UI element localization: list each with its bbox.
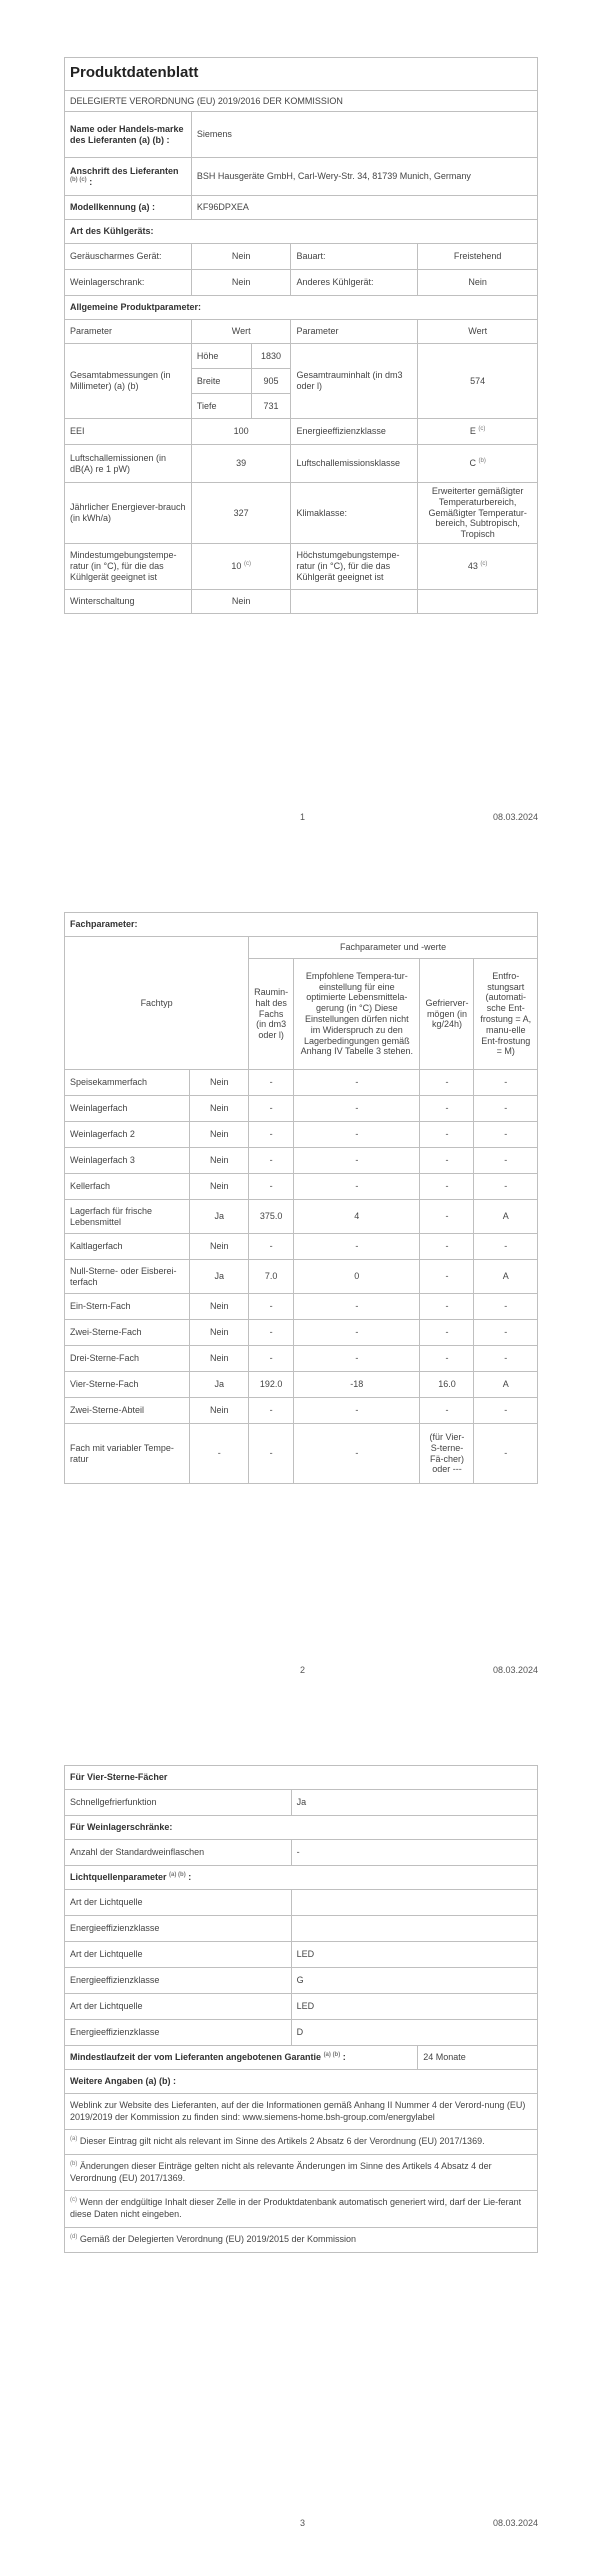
compartment-defrost: A — [474, 1200, 538, 1234]
light-source-rows — [65, 1890, 538, 2046]
compartment-volume: 192.0 — [249, 1372, 294, 1398]
light-source-row — [65, 1942, 538, 1968]
light-source-label: Energieeffizienzklasse — [65, 2020, 292, 2046]
compartment-volume: - — [249, 1398, 294, 1424]
four-star-header: Für Vier-Sterne-Fächer — [65, 1766, 538, 1790]
page-2 — [0, 853, 603, 1706]
compartment-table — [64, 912, 538, 1484]
compartment-present: Nein — [190, 1174, 249, 1200]
light-source-label: Energieeffizienzklasse — [65, 1916, 292, 1942]
wine-cabinet-label: Weinlagerschrank: — [65, 270, 192, 296]
compartment-present: Nein — [190, 1148, 249, 1174]
bottles-label: Anzahl der Standardweinflaschen — [65, 1840, 292, 1866]
climate-label: Klimaklasse: — [291, 483, 418, 544]
compartment-volume: - — [249, 1294, 294, 1320]
light-source-value: LED — [291, 1994, 537, 2020]
compartment-freezing: - — [420, 1398, 474, 1424]
compartment-rows — [65, 1070, 538, 1484]
compartment-temp: - — [294, 1346, 420, 1372]
compartment-temp: - — [294, 1122, 420, 1148]
light-source-value — [291, 1890, 537, 1916]
compartment-freezing: - — [420, 1260, 474, 1294]
compartment-name: Null-Sterne- oder Eisberei-terfach — [65, 1260, 190, 1294]
compartment-defrost: - — [474, 1096, 538, 1122]
eei-value: 100 — [191, 419, 291, 445]
col-param-2: Parameter — [291, 320, 418, 344]
appliance-type-header: Art des Kühlgeräts: — [65, 220, 538, 244]
additional-info-table — [64, 1765, 538, 2253]
light-source-label: Energieeffizienzklasse — [65, 1968, 292, 1994]
more-info-header: Weitere Angaben (a) (b) : — [65, 2070, 538, 2094]
general-params-header: Allgemeine Produktparameter: — [65, 296, 538, 320]
page-date: 08.03.2024 — [492, 1665, 538, 1675]
compartment-volume: - — [249, 1070, 294, 1096]
footnote-a: $^{(a)}$ Dieser Eintrag gilt nicht als relevant im Sinne des Artikels 2 Absatz 6 der Verordnung (EU) 2017/1369. — [65, 2130, 538, 2155]
supplier-name: Siemens — [191, 112, 537, 158]
energy-class-label: Energieeffizienzklasse — [291, 419, 418, 445]
compartment-temp: -18 — [294, 1372, 420, 1398]
compartment-defrost: - — [474, 1398, 538, 1424]
compartment-volume: - — [249, 1096, 294, 1122]
noise-value: 39 — [191, 445, 291, 483]
col-freezing: Gefrierver-mögen (in kg/24h) — [420, 959, 474, 1070]
compartment-present: Nein — [190, 1096, 249, 1122]
compartment-row — [65, 1200, 538, 1234]
compartment-defrost: - — [474, 1320, 538, 1346]
page-date: 08.03.2024 — [492, 2518, 538, 2528]
climate-value: Erweiterter gemäßigter Temperaturbereich, Gemäßigter Temperatur-bereich, Subtropisch, Tropisch — [418, 483, 538, 544]
group-header: Fachparameter und -werte — [249, 937, 538, 959]
light-source-label: Art der Lichtquelle — [65, 1890, 292, 1916]
quick-freeze-label: Schnellgefrierfunktion — [65, 1790, 292, 1816]
compartment-freezing: - — [420, 1294, 474, 1320]
compartment-present: Ja — [190, 1372, 249, 1398]
wine-header: Für Weinlagerschränke: — [65, 1816, 538, 1840]
compartment-present: Ja — [190, 1260, 249, 1294]
compartment-volume: - — [249, 1346, 294, 1372]
compartment-volume: - — [249, 1234, 294, 1260]
page-number: 1 — [300, 812, 306, 822]
compartment-temp: - — [294, 1398, 420, 1424]
compartment-present: Nein — [190, 1398, 249, 1424]
design-label: Bauart: — [291, 244, 418, 270]
compartment-row — [65, 1372, 538, 1398]
compartment-present: Nein — [190, 1320, 249, 1346]
eei-label: EEI — [65, 419, 192, 445]
footnote-c: $^{(c)}$ Wenn der endgültige Inhalt dieser Zelle in der Produktdatenbank automatisch generiert wird, darf der Lie-ferant diese Daten nicht eingeben. — [65, 2191, 538, 2227]
volume-value: 574 — [418, 344, 538, 419]
consumption-value: 327 — [191, 483, 291, 544]
supplier-address: BSH Hausgeräte GmbH, Carl-Wery-Str. 34, 81739 Munich, Germany — [191, 158, 537, 196]
compartment-freezing: (für Vier-S-terne-Fä-cher) oder --- — [420, 1424, 474, 1484]
compartment-row — [65, 1070, 538, 1096]
model-id: KF96DPXEA — [191, 196, 537, 220]
compartment-row — [65, 1346, 538, 1372]
compartment-volume: - — [249, 1174, 294, 1200]
low-noise-value: Nein — [191, 244, 291, 270]
compartment-row — [65, 1122, 538, 1148]
low-noise-label: Geräuscharmes Gerät: — [65, 244, 192, 270]
light-source-row — [65, 1968, 538, 1994]
col-defrost: Entfro-stungsart (automati-sche Ent-frostung = A, manu-elle Ent-frostung = M) — [474, 959, 538, 1070]
compartment-present: Nein — [190, 1122, 249, 1148]
compartment-temp: - — [294, 1174, 420, 1200]
compartment-present: Nein — [190, 1294, 249, 1320]
compartment-temp: - — [294, 1148, 420, 1174]
compartment-row — [65, 1398, 538, 1424]
light-source-header: Lichtquellenparameter $^{(a) (b)}$ : — [65, 1866, 538, 1890]
col-compartment-type: Fachtyp — [65, 937, 249, 1070]
winter-value: Nein — [191, 589, 291, 613]
col-temperature: Empfohlene Tempera-tur-einstellung für eine optimierte Lebensmittela-gerung (in °C) Diese Einstellungen dürfen nicht im Widerspruch zu den Lagerbedingungen gemäß Anhang IV Tabelle 3 stehen. — [294, 959, 420, 1070]
compartment-row — [65, 1320, 538, 1346]
compartment-header: Fachparameter: — [65, 913, 538, 937]
compartment-freezing: - — [420, 1122, 474, 1148]
footnote-b: $^{(b)}$ Änderungen dieser Einträge gelten nicht als relevante Änderungen im Sinne des Artikels 4 Absatz 4 der Verordnung (EU) 2017/1369. — [65, 2155, 538, 2191]
quick-freeze-value: Ja — [291, 1790, 537, 1816]
datasheet-title: Produktdatenblatt — [65, 58, 538, 91]
compartment-temp: - — [294, 1070, 420, 1096]
compartment-name: Weinlagerfach — [65, 1096, 190, 1122]
warranty-label: Mindestlaufzeit der vom Lieferanten angebotenen Garantie $^{(a) (b)}$ : — [65, 2046, 418, 2070]
compartment-present: - — [190, 1424, 249, 1484]
compartment-defrost: - — [474, 1174, 538, 1200]
compartment-freezing: - — [420, 1174, 474, 1200]
compartment-volume: 375.0 — [249, 1200, 294, 1234]
compartment-freezing: 16.0 — [420, 1372, 474, 1398]
compartment-temp: - — [294, 1424, 420, 1484]
col-value: Wert — [191, 320, 291, 344]
compartment-present: Nein — [190, 1234, 249, 1260]
energy-class-value: E $^{(c)}$ — [418, 419, 538, 445]
compartment-volume: 7.0 — [249, 1260, 294, 1294]
compartment-defrost: A — [474, 1372, 538, 1398]
compartment-name: Zwei-Sterne-Abteil — [65, 1398, 190, 1424]
depth-label: Tiefe — [191, 394, 251, 419]
compartment-freezing: - — [420, 1096, 474, 1122]
compartment-defrost: - — [474, 1070, 538, 1096]
light-source-value: G — [291, 1968, 537, 1994]
compartment-freezing: - — [420, 1070, 474, 1096]
compartment-name: Speisekammerfach — [65, 1070, 190, 1096]
compartment-temp: - — [294, 1234, 420, 1260]
compartment-volume: - — [249, 1148, 294, 1174]
empty-cell — [291, 589, 418, 613]
warranty-value: 24 Monate — [418, 2046, 538, 2070]
supplier-address-label: Anschrift des Lieferanten $^{(b) (c)}$ : — [65, 158, 192, 196]
compartment-row — [65, 1294, 538, 1320]
page-1 — [0, 0, 603, 853]
compartment-volume: - — [249, 1424, 294, 1484]
model-label: Modellkennung (a) : — [65, 196, 192, 220]
compartment-name: Vier-Sterne-Fach — [65, 1372, 190, 1398]
light-source-row — [65, 1916, 538, 1942]
light-source-row — [65, 2020, 538, 2046]
width-label: Breite — [191, 369, 251, 394]
min-temp-value: 10 $^{(c)}$ — [191, 543, 291, 589]
regulation-subtitle: DELEGIERTE VERORDNUNG (EU) 2019/2016 DER KOMMISSION — [65, 91, 538, 112]
noise-label: Luftschallemissionen (in dB(A) re 1 pW) — [65, 445, 192, 483]
compartment-name: Lagerfach für frische Lebensmittel — [65, 1200, 190, 1234]
supplier-name-label: Name oder Handels-marke des Lieferanten (a) (b) : — [65, 112, 192, 158]
light-source-value — [291, 1916, 537, 1942]
dimensions-label: Gesamtabmessungen (in Millimeter) (a) (b) — [65, 344, 192, 419]
compartment-temp: - — [294, 1096, 420, 1122]
compartment-present: Ja — [190, 1200, 249, 1234]
compartment-defrost: - — [474, 1148, 538, 1174]
compartment-temp: - — [294, 1294, 420, 1320]
weblink-note: Weblink zur Website des Lieferanten, auf der die Informationen gemäß Anhang II Nummer 4 der Verord-nung (EU) 2019/2019 der Kommission zu finden sind: www.siemens-home.bsh-group.com/energylabel — [65, 2094, 538, 2130]
compartment-freezing: - — [420, 1200, 474, 1234]
compartment-temp: 4 — [294, 1200, 420, 1234]
compartment-defrost: - — [474, 1234, 538, 1260]
compartment-freezing: - — [420, 1346, 474, 1372]
other-appliance-value: Nein — [418, 270, 538, 296]
compartment-name: Zwei-Sterne-Fach — [65, 1320, 190, 1346]
max-temp-value: 43 $^{(c)}$ — [418, 543, 538, 589]
light-source-value: D — [291, 2020, 537, 2046]
compartment-name: Weinlagerfach 3 — [65, 1148, 190, 1174]
compartment-name: Weinlagerfach 2 — [65, 1122, 190, 1148]
compartment-defrost: - — [474, 1346, 538, 1372]
product-datasheet-table — [64, 57, 538, 614]
compartment-row — [65, 1234, 538, 1260]
compartment-freezing: - — [420, 1320, 474, 1346]
compartment-name: Kellerfach — [65, 1174, 190, 1200]
noise-class-value: C $^{(b)}$ — [418, 445, 538, 483]
compartment-temp: - — [294, 1320, 420, 1346]
col-volume: Raumin-halt des Fachs (in dm3 oder l) — [249, 959, 294, 1070]
compartment-name: Ein-Stern-Fach — [65, 1294, 190, 1320]
compartment-freezing: - — [420, 1148, 474, 1174]
light-source-row — [65, 1994, 538, 2020]
height-label: Höhe — [191, 344, 251, 369]
depth-value: 731 — [251, 394, 291, 419]
compartment-defrost: - — [474, 1424, 538, 1484]
col-value-2: Wert — [418, 320, 538, 344]
compartment-present: Nein — [190, 1070, 249, 1096]
compartment-defrost: A — [474, 1260, 538, 1294]
wine-cabinet-value: Nein — [191, 270, 291, 296]
other-appliance-label: Anderes Kühlgerät: — [291, 270, 418, 296]
width-value: 905 — [251, 369, 291, 394]
compartment-row — [65, 1424, 538, 1484]
compartment-row — [65, 1148, 538, 1174]
bottles-value: - — [291, 1840, 537, 1866]
page-date: 08.03.2024 — [492, 812, 538, 822]
compartment-defrost: - — [474, 1122, 538, 1148]
winter-label: Winterschaltung — [65, 589, 192, 613]
compartment-row — [65, 1174, 538, 1200]
light-source-label: Art der Lichtquelle — [65, 1942, 292, 1968]
page-number: 2 — [300, 1665, 306, 1675]
compartment-row — [65, 1096, 538, 1122]
height-value: 1830 — [251, 344, 291, 369]
volume-label: Gesamtrauminhalt (in dm3 oder l) — [291, 344, 418, 419]
max-temp-label: Höchstumgebungstempe-ratur (in °C), für die das Kühlgerät geeignet ist — [291, 543, 418, 589]
light-source-label: Art der Lichtquelle — [65, 1994, 292, 2020]
compartment-volume: - — [249, 1122, 294, 1148]
compartment-temp: 0 — [294, 1260, 420, 1294]
light-source-value: LED — [291, 1942, 537, 1968]
light-source-row — [65, 1890, 538, 1916]
compartment-name: Drei-Sterne-Fach — [65, 1346, 190, 1372]
consumption-label: Jährlicher Energiever-brauch (in kWh/a) — [65, 483, 192, 544]
compartment-name: Kaltlagerfach — [65, 1234, 190, 1260]
footnote-d: $^{(d)}$ Gemäß der Delegierten Verordnung (EU) 2019/2015 der Kommission — [65, 2227, 538, 2252]
empty-cell — [418, 589, 538, 613]
min-temp-label: Mindestumgebungstempe-ratur (in °C), für die das Kühlgerät geeignet ist — [65, 543, 192, 589]
design-value: Freistehend — [418, 244, 538, 270]
compartment-freezing: - — [420, 1234, 474, 1260]
page-3 — [0, 1706, 603, 2559]
compartment-volume: - — [249, 1320, 294, 1346]
compartment-defrost: - — [474, 1294, 538, 1320]
page-number: 3 — [300, 2518, 306, 2528]
noise-class-label: Luftschallemissionsklasse — [291, 445, 418, 483]
compartment-row — [65, 1260, 538, 1294]
col-param: Parameter — [65, 320, 192, 344]
compartment-present: Nein — [190, 1346, 249, 1372]
compartment-name: Fach mit variabler Tempe-ratur — [65, 1424, 190, 1484]
